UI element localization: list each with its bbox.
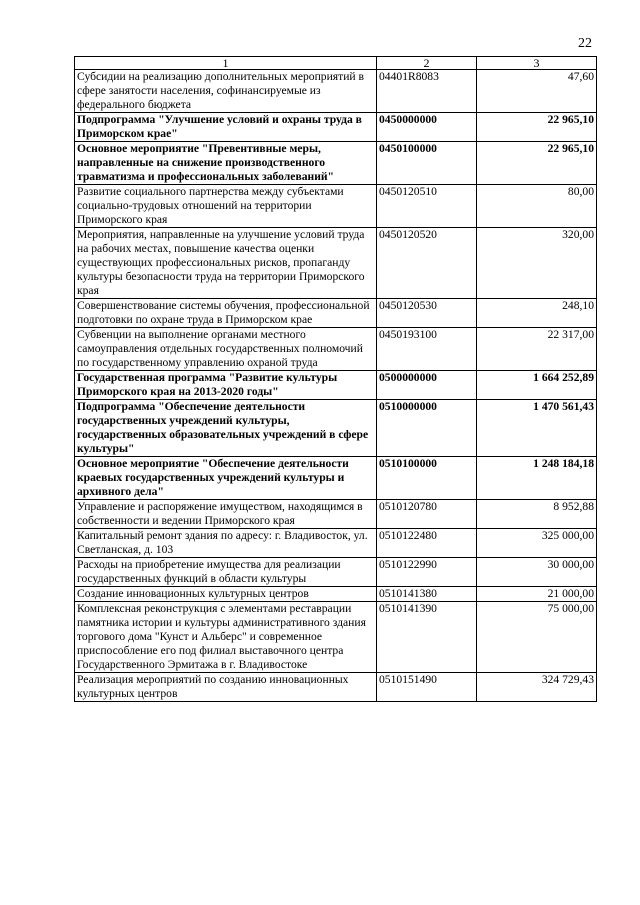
row-code-cell: 0500000000	[377, 371, 477, 400]
table-row	[75, 587, 597, 602]
row-name-cell: Комплексная реконструкция с элементами реставрации памятника истории и культуры административного здания торгового дома "Кунст и Альберс" и современное приспособление его под филиал выставочного центра Государственного Эрмитажа в г. Владивостоке	[75, 602, 377, 673]
row-amount-cell: 320,00	[477, 228, 597, 299]
row-code-cell: 0450120520	[377, 228, 477, 299]
row-name-cell: Государственная программа "Развитие культуры Приморского края на 2013-2020 годы"	[75, 371, 377, 400]
row-amount-cell: 21 000,00	[477, 587, 597, 602]
row-amount-cell: 47,60	[477, 70, 597, 113]
row-name-cell: Субвенции на выполнение органами местного самоуправления отдельных государственных полномочий по государственному управлению охраной труда	[75, 328, 377, 371]
row-code-cell: 0510120780	[377, 500, 477, 529]
row-name-cell: Основное мероприятие "Превентивные меры, направленные на снижение производственного травматизма и профессиональных заболеваний"	[75, 142, 377, 185]
row-code-cell: 0450000000	[377, 113, 477, 142]
row-name-cell: Реализация мероприятий по созданию инновационных культурных центров	[75, 673, 377, 702]
table-row	[75, 602, 597, 673]
column-header: 3	[477, 57, 597, 70]
table-row	[75, 142, 597, 185]
row-name-cell: Совершенствование системы обучения, профессиональной подготовки по охране труда в Приморском крае	[75, 299, 377, 328]
table-row	[75, 558, 597, 587]
row-amount-cell: 22 965,10	[477, 142, 597, 185]
row-code-cell: 0510100000	[377, 457, 477, 500]
row-amount-cell: 8 952,88	[477, 500, 597, 529]
table-row	[75, 400, 597, 457]
row-amount-cell: 325 000,00	[477, 529, 597, 558]
row-code-cell: 04401R8083	[377, 70, 477, 113]
table-row	[75, 113, 597, 142]
row-name-cell: Подпрограмма "Улучшение условий и охраны труда в Приморском крае"	[75, 113, 377, 142]
row-amount-cell: 22 965,10	[477, 113, 597, 142]
row-amount-cell: 1 248 184,18	[477, 457, 597, 500]
row-code-cell: 0510122480	[377, 529, 477, 558]
table-row	[75, 299, 597, 328]
column-header: 2	[377, 57, 477, 70]
table-row	[75, 529, 597, 558]
row-name-cell: Субсидии на реализацию дополнительных мероприятий в сфере занятости населения, софинансируемые из федерального бюджета	[75, 70, 377, 113]
page-number: 22	[578, 36, 592, 51]
row-amount-cell: 75 000,00	[477, 602, 597, 673]
table-row	[75, 228, 597, 299]
row-amount-cell: 30 000,00	[477, 558, 597, 587]
row-name-cell: Мероприятия, направленные на улучшение условий труда на рабочих местах, повышение качества оценки существующих профессиональных рисков, пропаганду культуры безопасности труда на территории Приморского края	[75, 228, 377, 299]
row-code-cell: 0510000000	[377, 400, 477, 457]
table-row	[75, 673, 597, 702]
row-name-cell: Управление и распоряжение имуществом, находящимся в собственности и ведении Приморского края	[75, 500, 377, 529]
table-row	[75, 70, 597, 113]
row-amount-cell: 324 729,43	[477, 673, 597, 702]
table-row	[75, 457, 597, 500]
row-code-cell: 0450193100	[377, 328, 477, 371]
row-code-cell: 0510141390	[377, 602, 477, 673]
row-amount-cell: 22 317,00	[477, 328, 597, 371]
row-name-cell: Подпрограмма "Обеспечение деятельности государственных учреждений культуры, государственных образовательных учреждений в сфере культуры"	[75, 400, 377, 457]
table-row	[75, 328, 597, 371]
row-amount-cell: 1 470 561,43	[477, 400, 597, 457]
row-name-cell: Создание инновационных культурных центров	[75, 587, 377, 602]
row-code-cell: 0510141380	[377, 587, 477, 602]
table-row	[75, 371, 597, 400]
row-amount-cell: 248,10	[477, 299, 597, 328]
row-code-cell: 0450100000	[377, 142, 477, 185]
row-code-cell: 0450120510	[377, 185, 477, 228]
row-amount-cell: 80,00	[477, 185, 597, 228]
table-row	[75, 500, 597, 529]
row-code-cell: 0510151490	[377, 673, 477, 702]
table-row	[75, 185, 597, 228]
row-code-cell: 0450120530	[377, 299, 477, 328]
row-name-cell: Основное мероприятие "Обеспечение деятельности краевых государственных учреждений культуры и архивного дела"	[75, 457, 377, 500]
row-name-cell: Капитальный ремонт здания по адресу: г. Владивосток, ул. Светланская, д. 103	[75, 529, 377, 558]
table-header-row	[75, 57, 597, 70]
row-name-cell: Развитие социального партнерства между субъектами социально-трудовых отношений на территории Приморского края	[75, 185, 377, 228]
row-amount-cell: 1 664 252,89	[477, 371, 597, 400]
column-header: 1	[75, 57, 377, 70]
budget-table	[74, 56, 597, 702]
row-name-cell: Расходы на приобретение имущества для реализации государственных функций в области культуры	[75, 558, 377, 587]
row-code-cell: 0510122990	[377, 558, 477, 587]
